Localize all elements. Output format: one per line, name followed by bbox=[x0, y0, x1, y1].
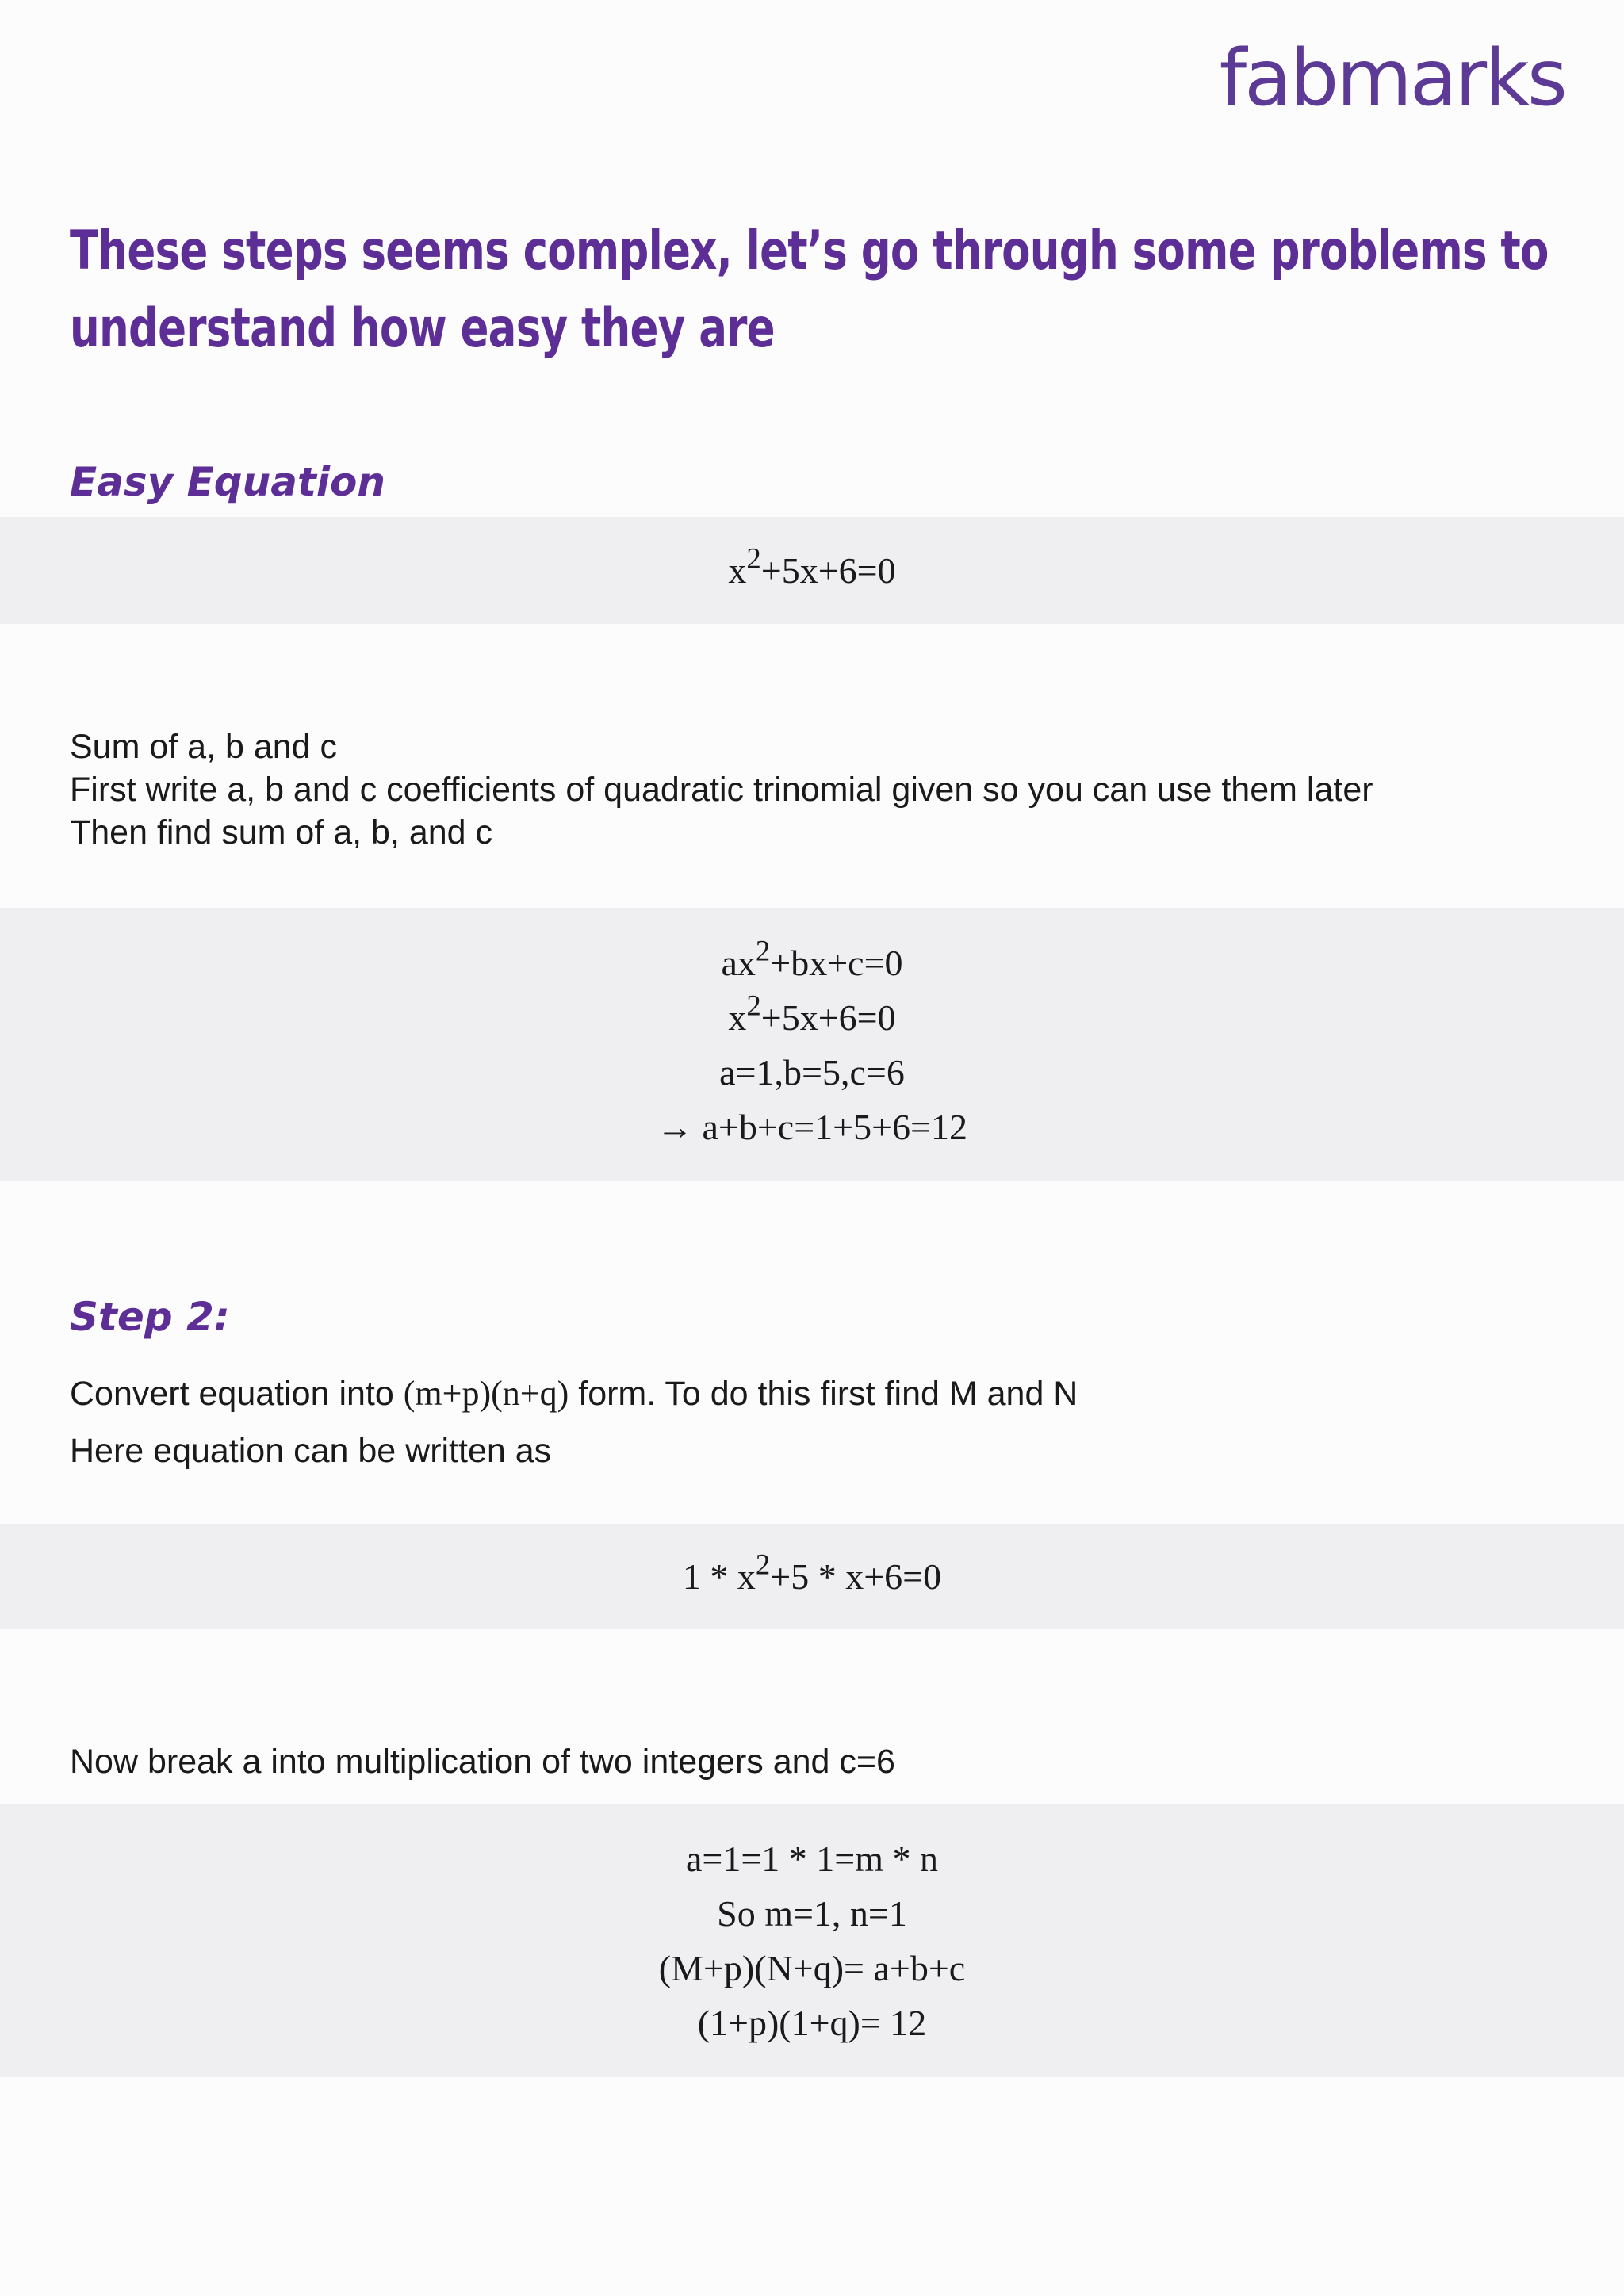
step-2-heading: Step 2: bbox=[70, 1294, 230, 1340]
easy-equation-formula: $x^2+5x+6=0$ bbox=[728, 541, 896, 591]
break-text bbox=[70, 1740, 895, 1783]
step-2-inline-math: (m+p)(n+q) bbox=[403, 1374, 569, 1413]
step-2-equation-box bbox=[0, 1524, 1624, 1629]
sum-intro-line: Sum of a, b and c bbox=[70, 728, 338, 766]
step-2-equation: $1 * x^2+5 * x+6=0$ bbox=[682, 1548, 942, 1597]
fabmarks-logo: fabmarks bbox=[1219, 33, 1565, 124]
coefficient-values: a=1,b=5,c=6 bbox=[719, 1051, 905, 1093]
step-2-text bbox=[70, 1365, 1078, 1479]
page-title bbox=[70, 212, 1549, 368]
coefficient-work-box bbox=[0, 908, 1624, 1181]
factor-work-line: (1+p)(1+q)= 12 bbox=[697, 2002, 927, 2043]
break-text-line: Now break a into multiplication of two integers and c=6 bbox=[70, 1743, 895, 1781]
step-2-text-after: form. To do this first find M and N bbox=[578, 1375, 1078, 1413]
factor-work-line: (M+p)(N+q)= a+b+c bbox=[658, 1947, 966, 1988]
easy-equation-heading: Easy Equation bbox=[70, 459, 385, 505]
sum-intro-line: First write a, b and c coefficients of quadratic trinomial given so you can use them later bbox=[70, 771, 1373, 809]
factor-work-box bbox=[0, 1804, 1624, 2077]
easy-equation-box bbox=[0, 517, 1624, 624]
step-2-line bbox=[70, 1365, 1078, 1422]
page-title-line: understand how easy they are bbox=[70, 297, 775, 360]
factor-work-line: a=1=1 * 1=m * n bbox=[685, 1838, 939, 1879]
sum-intro-line: Then find sum of a, b, and c bbox=[70, 813, 493, 851]
sum-intro-text bbox=[70, 725, 1373, 854]
step-2-text-before: Convert equation into bbox=[70, 1375, 394, 1413]
page-title-line: These steps seems complex, let’s go through some problems to bbox=[70, 220, 1549, 282]
factor-work-line: So m=1, n=1 bbox=[717, 1892, 907, 1934]
given-equation: $x^2+5x+6=0$ bbox=[728, 989, 896, 1038]
step-2-line: Here equation can be written as bbox=[70, 1432, 552, 1470]
coefficient-sum: → a+b+c=1+5+6=12 bbox=[657, 1106, 967, 1147]
general-form-equation: $ax^2+bx+c=0$ bbox=[721, 934, 903, 983]
